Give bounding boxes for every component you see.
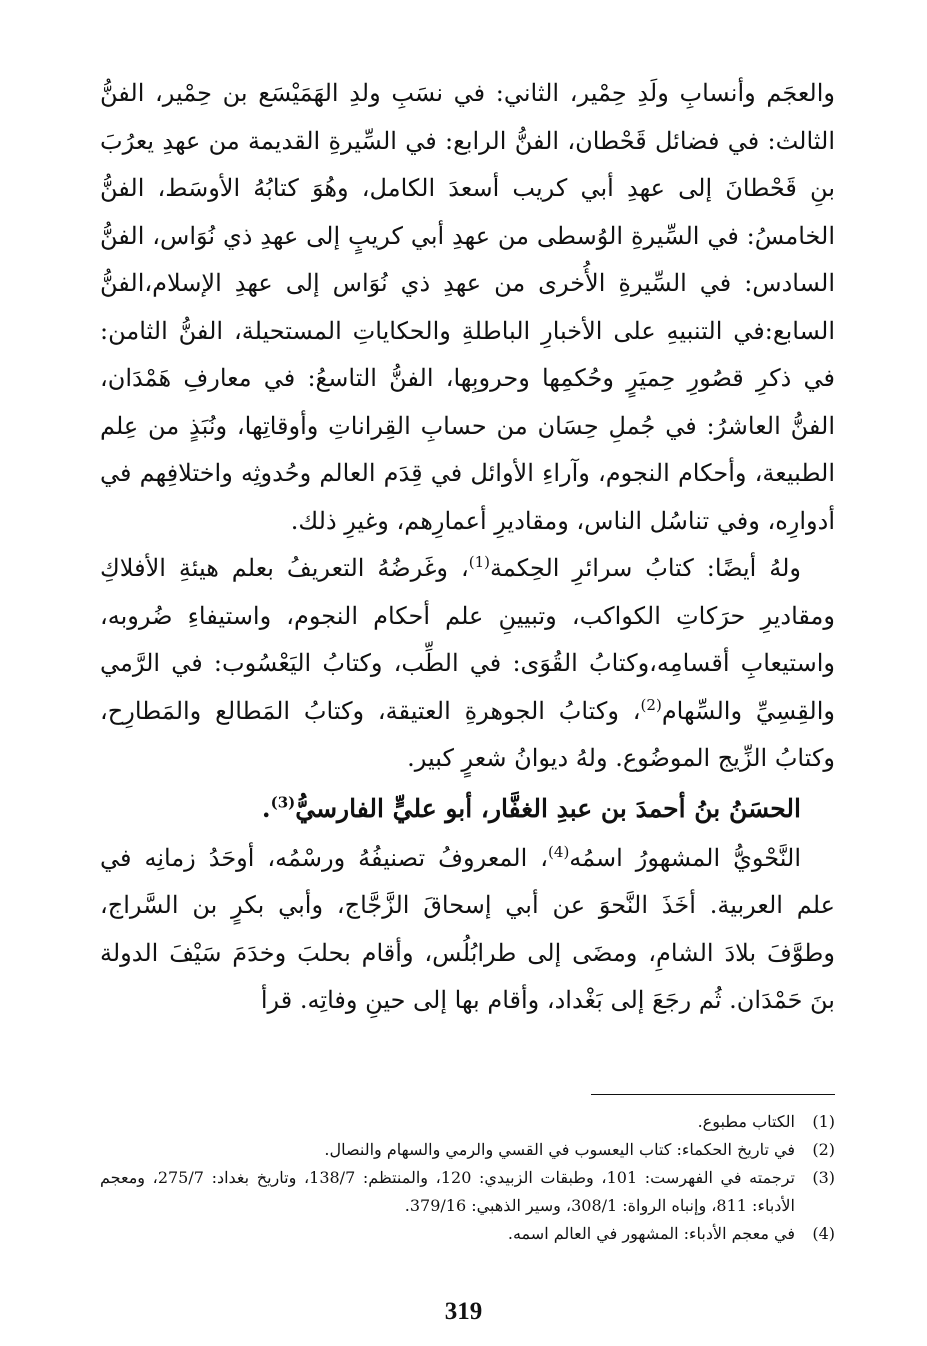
- footnote-text: في معجم الأدباء: المشهور في العالم اسمه.: [507, 1224, 795, 1243]
- footnote-ref-2[interactable]: (2): [640, 695, 662, 714]
- footnote-ref-4[interactable]: (4): [548, 842, 570, 861]
- paragraph-3-start: النَّحْويُّ المشهورُ اسمُه: [569, 843, 801, 872]
- footnote-3: [100, 1164, 835, 1220]
- footnote-1: [100, 1108, 835, 1136]
- paragraph-2-start: ولهُ أيضًا: كتابُ سرائرِ الحِكمة: [489, 554, 801, 582]
- footnote-divider: [591, 1094, 835, 1095]
- paragraph-2-middle: ، وغَرضُهُ التعريفُ بعلم هيئةِ الأفلاكِ ومقاديرِ حرَكاتِ الكواكب، وتبيينِ علم أحكام النجوم، واستيفاءِ ضُروبه، واستيعابِ أقسامِه،وكتابُ القُوَى: في الطِّب، وكتابُ اليَعْسُوب: في الرَّمي والقِسِيِّ والسِّهام: [100, 554, 836, 725]
- paragraph-2: [100, 545, 835, 783]
- footnote-number: (4): [812, 1224, 835, 1243]
- footnotes: [100, 1108, 835, 1248]
- heading-text: الحسَنُ بنُ أحمدَ بن عبدِ الغفَّار، أبو عليٍّ الفارسيُّ: [295, 793, 801, 823]
- footnote-number: (3): [812, 1168, 835, 1187]
- footnote-ref-3[interactable]: (3): [270, 793, 296, 812]
- footnote-text: الكتاب مطبوع.: [697, 1112, 795, 1131]
- heading-end: .: [261, 793, 271, 823]
- footnote-2: [100, 1136, 835, 1164]
- main-text: [100, 70, 835, 1025]
- paragraph-3-end: ، المعروفُ تصنيفُهُ ورسْمُه، أوحَدُ زمانِه في علم العربية. أخَذَ النَّحوَ عن أبي إسحاقَ الزَّجَّاج، وأبي بكرٍ بن السَّراج، وطوَّفَ بلادَ الشامِ، ومضَى إلى طرابُلُس، وأقام بحلبَ وخدَمَ سَيْفَ الدولة بنَ حَمْدَان. ثُم رجَعَ إلى بَغْداد، وأقام بها إلى حينِ وفاتِه. قرأ: [100, 843, 835, 1014]
- paragraph-3: [100, 835, 835, 1025]
- paragraph-2-end: ، وكتابُ الجوهرةِ العتيقة، وكتابُ المَطالع والمَطارِح، وكتابُ الزِّيج الموضُوع. ولهُ ديوانُ شعرٍ كبير.: [100, 696, 835, 772]
- footnote-text: ترجمته في الفهرست: 101، وطبقات الزبيدي: 120، والمنتظم: 138/7، وتاريخ بغداد: 275/7، ومعجم الأدباء: 811، وإنباه الرواة: 308/1، وسير الذهبي: 379/16.: [100, 1168, 796, 1215]
- footnote-4: [100, 1220, 835, 1248]
- footnote-ref-1[interactable]: (1): [468, 553, 490, 571]
- footnote-number: (2): [812, 1140, 835, 1159]
- footnote-text: في تاريخ الحكماء: كتاب اليعسوب في القسي والرمي والسهام والنصال.: [324, 1140, 795, 1159]
- paragraph-1: والعجَم وأنسابِ ولَدِ حِمْير، الثاني: في نسَبِ ولدِ الهَمَيْسَع بن حِمْير، الفنُّ الثالث: في فضائل قَحْطان، الفنُّ الرابع: في السِّيرةِ القديمة من عهدِ يعرُبَ بنِ قَحْطانَ إلى عهدِ أبي كريب أسعدَ الكامل، وهُوَ كتابُهُ الأوسَط، الفنُّ الخامسُ: في السِّيرةِ الوُسطى من عهدِ أبي كريبٍ إلى عهدِ ذي نُوَاس، الفنُّ السادس: في السِّيرةِ الأُخرى من عهدِ ذي نُوَاس إلى عهدِ الإسلام،الفنُّ السابع:في التنبيهِ على الأخبارِ الباطلةِ والحكاياتِ المستحيلة، الفنُّ الثامن: في ذكرِ قصُورِ حِميَرٍ وحُكمِها وحروبِها، الفنُّ التاسعُ: في معارفِ هَمْدَان، الفنُّ العاشرُ: في جُملِ حِسَان من حسابِ القِراناتِ وأوقاتِها، ونُبَذٍ من عِلم الطبيعة، وأحكام النجوم، وآراءِ الأوائل في قِدَم العالم وحُدوثِه واختلافِهم في أدوارِه، وفي تناسُل الناس، ومقاديرِ أعمارِهم، وغيرِ ذلك.: [100, 79, 836, 535]
- footnote-number: (1): [812, 1112, 835, 1131]
- biography-heading: [100, 783, 835, 835]
- page-number: 319: [444, 1298, 483, 1325]
